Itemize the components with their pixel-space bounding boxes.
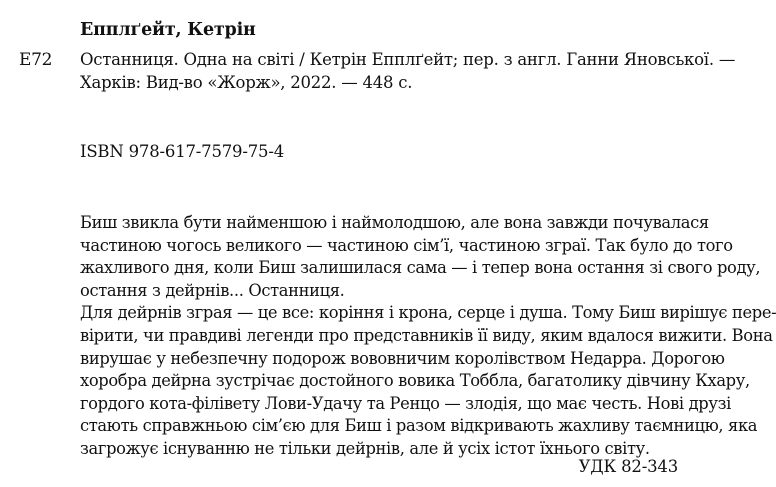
annotation-line: частиною чогось великого — частиною сім’ї, частиною зграї. Так було до того <box>80 235 733 255</box>
annotation-line: загрожує існуванню не тільки дейрнів, але й усіх істот їхнього світу. <box>80 438 650 458</box>
annotation-line: Для дейрнів зграя — це все: коріння і крона, серце і душа. Тому Биш вирішує пере- <box>80 303 776 323</box>
annotation-line: Биш звикла бути найменшою і наймолодшою, але вона завжди почувалася <box>80 213 709 232</box>
annotation-line: вірити, чи правдиві легенди про представників її виду, яким вдалося вижити. Вона <box>80 325 773 345</box>
isbn-number: ISBN 978-617-7579-75-4 <box>80 142 285 161</box>
annotation-text <box>80 212 776 461</box>
catalog-code: Е72 <box>19 50 53 70</box>
annotation-line: жахливого дня, коли Биш залишилася сама — і тепер вона остання зі свого роду, <box>80 258 761 278</box>
biblio-line: Харків: Вид-во «Жорж», 2022. — 448 с. <box>80 73 413 92</box>
annotation-line: хоробра дейрна зустрічає достойного вовика Тоббла, багатолику дівчину Кхару, <box>80 371 750 391</box>
biblio-line: Останниця. Одна на світі / Кетрін Епплґейт; пер. з англ. Ганни Яновської. — <box>80 50 736 69</box>
annotation-line: стають справжньою сім’єю для Биш і разом відкривають жахливу таємницю, яка <box>80 416 758 436</box>
bibliographic-description <box>80 48 736 94</box>
annotation-line: вирушає у небезпечну подорож вововничим королівством Недарра. Дорогою <box>80 348 725 368</box>
annotation-line: гордого кота-філівету Лови-Удачу та Ренцо — злодія, що має честь. Нові друзі <box>80 393 731 413</box>
annotation-line: остання з дейрнів... Останниця. <box>80 280 345 300</box>
udk-code: УДК 82-343 <box>578 457 678 476</box>
author-heading: Епплґейт, Кетрін <box>80 20 256 40</box>
